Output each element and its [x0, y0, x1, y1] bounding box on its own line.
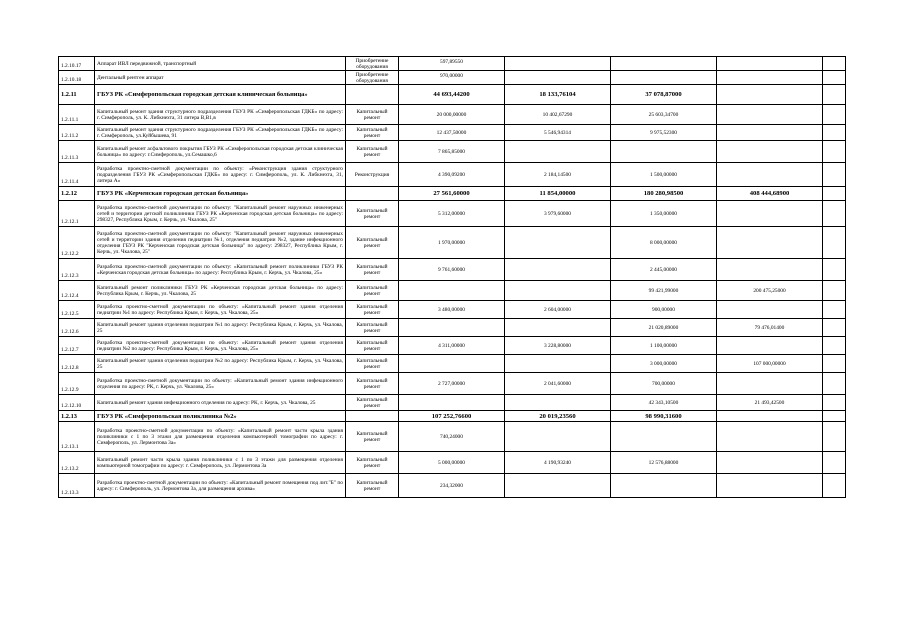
work-type: Капитальный ремонт [346, 452, 399, 474]
work-description: Капитальный ремонт части крыла здания поликлиники с 1 по 3 этажи для размещения отделения компьютерной томографии по адресу: г. Симферополь, ул. Лермонтова 3а [95, 452, 346, 474]
amount-v4 [717, 452, 823, 474]
empty-cell [823, 474, 846, 498]
amount-v1: 20 000,00000 [399, 105, 505, 125]
amount-v3: 8 000,00000 [611, 227, 717, 259]
work-description: Разработка проектно-сметной документации по объекту: «Реконструкция здания структурного подразделения ГБУЗ РК «Симферопольская ГДКБ» по адресу: г. Симферополь, ул. К. Либкнехта, 31, литера А» [95, 163, 346, 187]
amount-v4 [717, 422, 823, 452]
amount-v2: 10 402,67290 [505, 105, 611, 125]
amount-v3: 99 421,99000 [611, 281, 717, 301]
amount-v1: 234,32000 [399, 474, 505, 498]
row-number: 1.2.12.2 [59, 227, 95, 259]
amount-v2 [505, 57, 611, 71]
amount-v4 [717, 57, 823, 71]
amount-v4: 79 476,01400 [717, 319, 823, 337]
amount-v2 [505, 71, 611, 85]
amount-v3: 700,00000 [611, 373, 717, 395]
institution-name: ГБУЗ РК «Керченская городская детская больница» [95, 187, 346, 201]
work-description: Капитальный ремонт поликлиники ГБУЗ РК «Керченская городская детская больница» по адресу: Республика Крым, г. Керчь, ул. Чкалова, 25 [95, 281, 346, 301]
amount-v3 [611, 422, 717, 452]
work-description: Разработка проектно-сметной документации по объекту: «Капитальный ремонт здания отделения педиатрии №2 по адресу: Республика Крым, г. Керчь, ул. Чкалова, 25» [95, 337, 346, 355]
amount-v1: 107 252,76600 [399, 411, 505, 422]
table-row [59, 301, 846, 319]
amount-v1: 970,00000 [399, 71, 505, 85]
amount-v3 [611, 57, 717, 71]
amount-v1: 2 727,00000 [399, 373, 505, 395]
table-row [59, 57, 846, 71]
empty-cell [823, 301, 846, 319]
work-description: Капитальный ремонт здания отделения педиатрии №2 по адресу: Республика Крым, г. Керчь, ул. Чкалова, 25 [95, 355, 346, 373]
row-number: 1.2.12.4 [59, 281, 95, 301]
amount-v2 [505, 474, 611, 498]
amount-v3: 37 078,87000 [611, 85, 717, 105]
row-number: 1.2.11.2 [59, 125, 95, 141]
amount-v3: 9 975,52300 [611, 125, 717, 141]
work-type: Капитальный ремонт [346, 337, 399, 355]
institution-name: ГБУЗ РК «Симферопольская городская детская клиническая больница» [95, 85, 346, 105]
table-row [59, 474, 846, 498]
amount-v1: 7 865,85000 [399, 141, 505, 163]
row-number: 1.2.12.10 [59, 395, 95, 411]
row-number: 1.2.12.8 [59, 355, 95, 373]
amount-v4 [717, 141, 823, 163]
row-number: 1.2.12.6 [59, 319, 95, 337]
empty-cell [823, 141, 846, 163]
amount-v3 [611, 71, 717, 85]
empty-cell [823, 373, 846, 395]
amount-v3: 2 445,00000 [611, 259, 717, 281]
row-number: 1.2.10.18 [59, 71, 95, 85]
amount-v4 [717, 474, 823, 498]
amount-v1: 3 480,00000 [399, 301, 505, 319]
table-row [59, 227, 846, 259]
work-type: Капитальный ремонт [346, 355, 399, 373]
work-type: Капитальный ремонт [346, 141, 399, 163]
work-type [346, 187, 399, 201]
amount-v4: 107 000,00000 [717, 355, 823, 373]
amount-v3: 42 343,10500 [611, 395, 717, 411]
work-type: Капитальный ремонт [346, 373, 399, 395]
amount-v1: 740,24000 [399, 422, 505, 452]
work-type: Капитальный ремонт [346, 125, 399, 141]
table-row [59, 319, 846, 337]
table-row [59, 201, 846, 227]
amount-v3: 1 350,00000 [611, 201, 717, 227]
empty-cell [823, 227, 846, 259]
work-description: Разработка проектно-сметной документации по объекту: «Капитальный ремонт здания инфекционного отделения по адресу: РК, г. Керчь, ул. Чкалова, 25» [95, 373, 346, 395]
work-type: Капитальный ремонт [346, 474, 399, 498]
work-type: Капитальный ремонт [346, 422, 399, 452]
row-number: 1.2.13.1 [59, 422, 95, 452]
work-description: Капитальный ремонт здания инфекционного отделения по адресу: РК, г. Керчь, ул. Чкалова, 25 [95, 395, 346, 411]
empty-cell [823, 85, 846, 105]
work-type: Приобретение оборудования [346, 71, 399, 85]
amount-v2: 20 019,23560 [505, 411, 611, 422]
amount-v2: 5 546,94314 [505, 125, 611, 141]
empty-cell [823, 281, 846, 301]
amount-v2 [505, 227, 611, 259]
amount-v4 [717, 337, 823, 355]
row-number: 1.2.13.2 [59, 452, 95, 474]
amount-v4: 21 493,42500 [717, 395, 823, 411]
table-group-row [59, 85, 846, 105]
table-row [59, 281, 846, 301]
amount-v1: 12 437,50000 [399, 125, 505, 141]
amount-v4 [717, 125, 823, 141]
amount-v4 [717, 85, 823, 105]
amount-v3: 21 020,89000 [611, 319, 717, 337]
amount-v4 [717, 105, 823, 125]
amount-v4 [717, 201, 823, 227]
amount-v4 [717, 227, 823, 259]
work-description: Разработка проектно-сметной документации по объекту: «Капитальный ремонт помещения под лит."Б" по адресу: г. Симферополь, ул. Лермонтова 3а, для размещения архива» [95, 474, 346, 498]
amount-v2 [505, 422, 611, 452]
amount-v4 [717, 411, 823, 422]
table-row [59, 259, 846, 281]
work-description: Капитальный ремонт здания структурного подразделения ГБУЗ РК «Симферопольская ГДКБ» по адресу: г. Симферополь, ул. К. Либкнехта, 31 литера В,В1,в [95, 105, 346, 125]
empty-cell [823, 71, 846, 85]
work-type [346, 411, 399, 422]
amount-v1: 1 970,00000 [399, 227, 505, 259]
work-description: Разработка проектно-сметной документации по объекту: «Капитальный ремонт здания отделения педиатрии №1 по адресу: Республика Крым, г. Керчь, ул. Чкалова, 25» [95, 301, 346, 319]
row-number: 1.2.12.1 [59, 201, 95, 227]
work-type: Капитальный ремонт [346, 319, 399, 337]
amount-v4 [717, 163, 823, 187]
row-number: 1.2.12.9 [59, 373, 95, 395]
work-type: Реконструкция [346, 163, 399, 187]
work-description: Разработка проектно-сметной документации по объекту: «Капитальный ремонт поликлиники ГБУЗ РК «Керченская городская детская больница» по адресу: Республика Крым, г. Керчь, ул. Чкалова, 25» [95, 259, 346, 281]
amount-v3: 900,00000 [611, 301, 717, 319]
amount-v1: 9 761,60000 [399, 259, 505, 281]
empty-cell [823, 422, 846, 452]
amount-v3 [611, 474, 717, 498]
amount-v1 [399, 355, 505, 373]
amount-v4: 408 444,68900 [717, 187, 823, 201]
amount-v4 [717, 373, 823, 395]
table-group-row [59, 187, 846, 201]
row-number: 1.2.10.17 [59, 57, 95, 71]
table-row [59, 105, 846, 125]
empty-cell [823, 337, 846, 355]
amount-v3 [611, 141, 717, 163]
table-row [59, 395, 846, 411]
amount-v4 [717, 259, 823, 281]
empty-cell [823, 125, 846, 141]
amount-v4 [717, 301, 823, 319]
amount-v4: 200 475,25000 [717, 281, 823, 301]
amount-v2 [505, 355, 611, 373]
row-number: 1.2.13 [59, 411, 95, 422]
table-row [59, 422, 846, 452]
amount-v2 [505, 141, 611, 163]
empty-cell [823, 187, 846, 201]
work-description: Дентальный рентген аппарат [95, 71, 346, 85]
amount-v2 [505, 395, 611, 411]
work-type: Капитальный ремонт [346, 259, 399, 281]
table-group-row [59, 411, 846, 422]
budget-table [58, 56, 846, 498]
amount-v2: 3 228,80000 [505, 337, 611, 355]
amount-v2 [505, 259, 611, 281]
amount-v2: 2 184,14500 [505, 163, 611, 187]
table-row [59, 71, 846, 85]
row-number: 1.2.11 [59, 85, 95, 105]
amount-v3: 1 100,00000 [611, 337, 717, 355]
empty-cell [823, 105, 846, 125]
row-number: 1.2.11.4 [59, 163, 95, 187]
empty-cell [823, 452, 846, 474]
amount-v3: 98 990,31600 [611, 411, 717, 422]
amount-v3: 180 280,98500 [611, 187, 717, 201]
work-description: Разработка проектно-сметной документации по объекту: "Капитальный ремонт наружных инженерных сетей и территории здания отделения педиатрии №1, отделения педиатрии №2, здание инфекционного отделения ГБУЗ РК "Керченская городская детская больница" по адресу: 298327, Республика Крым, г. Керчь, ул. Чкалова, 25" [95, 227, 346, 259]
table-row [59, 452, 846, 474]
amount-v1: 4 311,00000 [399, 337, 505, 355]
work-description: Капитальный ремонт здания структурного подразделения ГБУЗ РК «Симферопольская ГДКБ» по адресу: г. Симферополь, ул.Куйбышева, 91 [95, 125, 346, 141]
work-type: Капитальный ремонт [346, 227, 399, 259]
amount-v2 [505, 319, 611, 337]
work-description: Аппарат ИВЛ передвижной, транспортный [95, 57, 346, 71]
work-description: Капитальный ремонт здания отделения педиатрии №1 по адресу: Республика Крым, г. Керчь, ул. Чкалова, 25 [95, 319, 346, 337]
amount-v2: 2 604,00000 [505, 301, 611, 319]
amount-v1: 5 000,00000 [399, 452, 505, 474]
work-type: Капитальный ремонт [346, 105, 399, 125]
amount-v1: 44 693,44200 [399, 85, 505, 105]
amount-v3: 12 576,88000 [611, 452, 717, 474]
amount-v3: 1 500,00000 [611, 163, 717, 187]
amount-v1: 27 561,60000 [399, 187, 505, 201]
amount-v3: 25 603,34700 [611, 105, 717, 125]
amount-v1 [399, 281, 505, 301]
amount-v2: 18 133,76104 [505, 85, 611, 105]
empty-cell [823, 319, 846, 337]
amount-v2 [505, 281, 611, 301]
amount-v1 [399, 395, 505, 411]
amount-v2: 11 854,00000 [505, 187, 611, 201]
row-number: 1.2.11.1 [59, 105, 95, 125]
row-number: 1.2.12 [59, 187, 95, 201]
empty-cell [823, 355, 846, 373]
table-row [59, 141, 846, 163]
row-number: 1.2.12.3 [59, 259, 95, 281]
work-type: Приобретение оборудования [346, 57, 399, 71]
row-number: 1.2.12.7 [59, 337, 95, 355]
amount-v3: 3 000,00000 [611, 355, 717, 373]
amount-v1: 5 312,00000 [399, 201, 505, 227]
work-type: Капитальный ремонт [346, 201, 399, 227]
institution-name: ГБУЗ РК «Симферопольская поликлиника №2» [95, 411, 346, 422]
work-type: Капитальный ремонт [346, 395, 399, 411]
work-type [346, 85, 399, 105]
amount-v1: 597,89550 [399, 57, 505, 71]
work-description: Разработка проектно-сметной документации по объекту: «Капитальный ремонт части крыла здания поликлиники с 1 по 3 этажи для размещения отделения компьютерной томографии по адресу: г. Симферополь, ул. Лермонтова 3а» [95, 422, 346, 452]
work-type: Капитальный ремонт [346, 301, 399, 319]
table-row [59, 125, 846, 141]
amount-v2: 4 190,93240 [505, 452, 611, 474]
row-number: 1.2.12.5 [59, 301, 95, 319]
amount-v2: 2 041,60000 [505, 373, 611, 395]
table-row [59, 163, 846, 187]
table-row [59, 355, 846, 373]
amount-v1 [399, 319, 505, 337]
row-number: 1.2.11.3 [59, 141, 95, 163]
empty-cell [823, 57, 846, 71]
work-type: Капитальный ремонт [346, 281, 399, 301]
empty-cell [823, 411, 846, 422]
amount-v2: 3 979,60000 [505, 201, 611, 227]
empty-cell [823, 395, 846, 411]
empty-cell [823, 201, 846, 227]
amount-v1: 4 390,09200 [399, 163, 505, 187]
row-number: 1.2.13.3 [59, 474, 95, 498]
empty-cell [823, 259, 846, 281]
work-description: Разработка проектно-сметной документации по объекту: "Капитальный ремонт наружных инженерных сетей и территории детской поликлиники ГБУЗ РК «Керченская городская детская больница» по адресу: 298327, Республика Крым, г. Керчь, ул. Чкалова, 25" [95, 201, 346, 227]
work-description: Капитальный ремонт асфальтового покрытия ГБУЗ РК «Симферопольская городская детская клиническая больница» по адресу: г.Симферополь, ул.Семашко,6 [95, 141, 346, 163]
amount-v4 [717, 71, 823, 85]
table-row [59, 373, 846, 395]
table-row [59, 337, 846, 355]
empty-cell [823, 163, 846, 187]
